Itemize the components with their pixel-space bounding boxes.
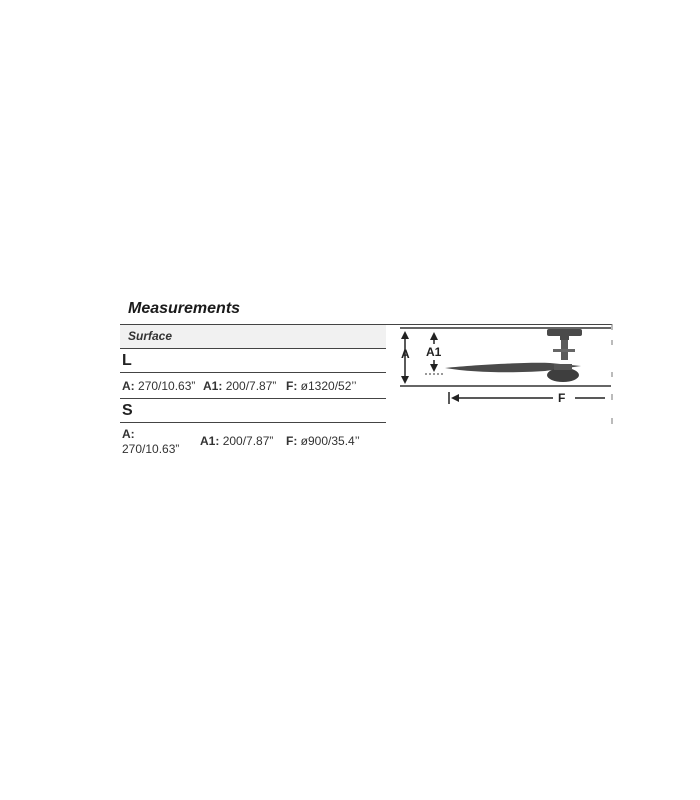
fan-dimension-diagram bbox=[395, 318, 620, 430]
model-l-rule bbox=[120, 372, 386, 373]
model-s-spec-a: A: 270/10.63” bbox=[122, 427, 180, 456]
model-s-name: S bbox=[122, 402, 133, 419]
model-s-spec-a1: A1: 200/7.87” bbox=[200, 434, 274, 448]
model-l-name: L bbox=[122, 352, 132, 369]
dimension-f-label: F bbox=[558, 391, 566, 405]
measurements-heading: Measurements bbox=[128, 300, 241, 317]
dimension-f-arrow bbox=[449, 392, 605, 404]
ceiling-fan-silhouette bbox=[445, 329, 582, 382]
model-s-spec-f: F: ø900/35.4’’ bbox=[286, 434, 360, 448]
model-l-spec-f: F: ø1320/52’’ bbox=[286, 379, 357, 393]
surface-label: Surface bbox=[128, 329, 173, 343]
model-s-rule bbox=[120, 422, 386, 423]
model-l-bottom-rule bbox=[120, 398, 386, 399]
model-l-spec-a1: A1: 200/7.87” bbox=[203, 379, 277, 393]
surface-rule bbox=[120, 348, 386, 349]
model-l-spec-a: A: 270/10.63” bbox=[122, 379, 196, 393]
dimension-a1-label: A1 bbox=[426, 345, 442, 359]
dimension-a-label: A bbox=[401, 347, 410, 361]
